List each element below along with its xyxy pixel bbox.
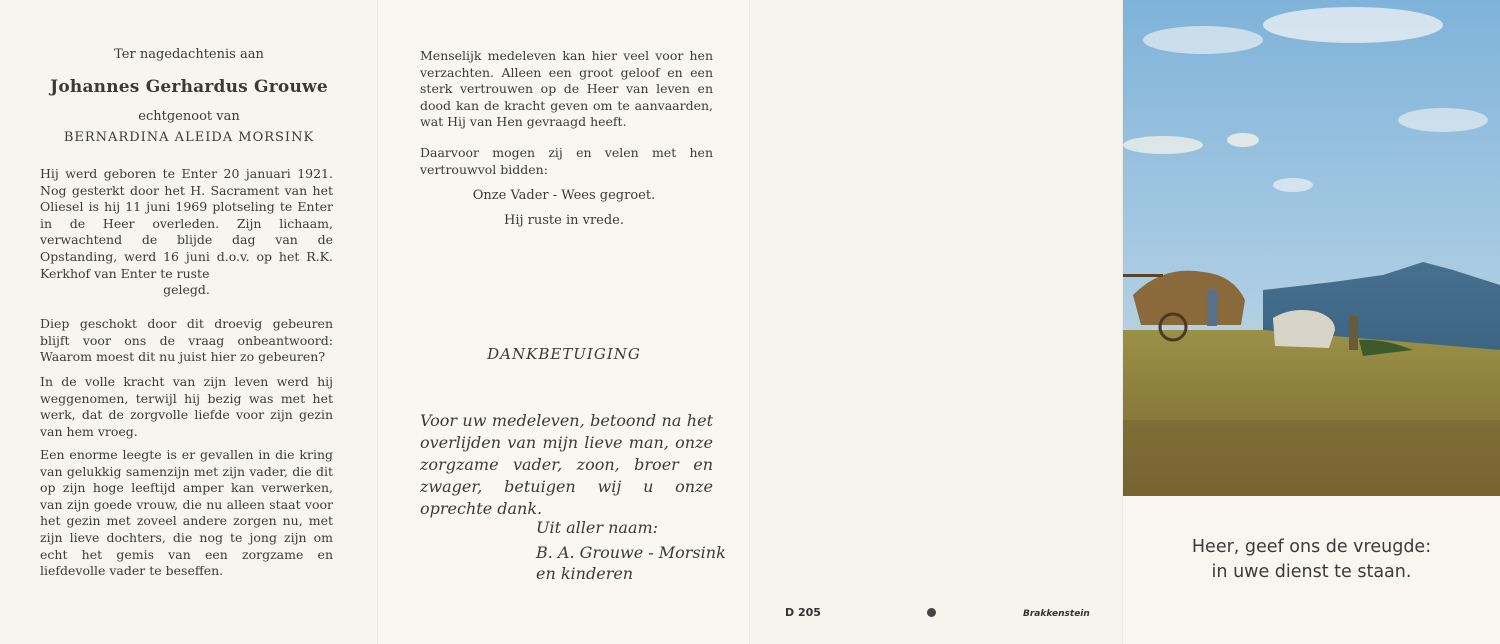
verse-line-1: Heer, geef ons de vreugde: <box>1191 537 1432 557</box>
card-panel-back <box>750 0 1123 644</box>
biography-end: gelegd. <box>163 282 210 298</box>
card-panel-center <box>378 0 750 644</box>
harvest-photo <box>1123 0 1500 496</box>
cloud <box>1143 26 1263 54</box>
signature-line-1: Uit aller naam: <box>536 518 659 537</box>
paragraph-life: In de volle kracht van zijn leven werd hij weggenomen, terwijl hij bezig was met het werk, dat de zorgvolle liefde voor zijn gezin van hem vroeg. <box>40 374 333 439</box>
cloud <box>1227 133 1259 147</box>
memorial-heading: Ter nagedachtenis aan <box>114 47 264 62</box>
ox <box>1273 310 1335 348</box>
biography-body: Hij werd geboren te Enter 20 januari 1921. Nog gesterkt door het H. Sacrament van het Oliesel is hij 11 juni 1969 plotseling te Enter in de Heer overleden. Zijn lichaam, verwachtend de blijde dag van de Opstanding, werd 16 juni d.o.v. op het R.K. Kerkhof van Enter te ruste <box>40 166 333 281</box>
biography-text <box>40 166 333 299</box>
cloud <box>1123 136 1203 154</box>
farmer-figure <box>1207 290 1217 326</box>
publisher-name: Brakkenstein <box>1023 609 1090 619</box>
rest-in-peace: Hij ruste in vrede. <box>503 213 625 228</box>
farmer-figure <box>1349 316 1358 350</box>
thanks-title: DANKBETUIGING <box>487 345 641 363</box>
spouse-name: BERNARDINA ALEIDA MORSINK <box>63 130 315 145</box>
signature-line-2: B. A. Grouwe - Morsink <box>536 543 726 562</box>
card-panel-left <box>0 0 378 644</box>
cart-pole <box>1123 274 1163 277</box>
spouse-relation: echtgenoot van <box>138 109 240 124</box>
paragraph-prayer-intro: Daarvoor mogen zij en velen met hen vertrouwvol bidden: <box>420 145 713 177</box>
publisher-logo-icon <box>927 608 936 617</box>
paragraph-question: Diep geschokt door dit droevig gebeuren blijft voor ons de vraag onbeantwoord: Waarom moest dit nu juist hier zo gebeuren? <box>40 316 333 365</box>
paragraph-sympathy: Menselijk medeleven kan hier veel voor hen verzachten. Alleen een groot geloof en een sterk vertrouwen op de Heer van leven en dood kan de kracht geven om te aanvaarden, wat Hij van Hen gevraagd heeft. <box>420 48 713 130</box>
paragraph-family: Een enorme leegte is er gevallen in die kring van gelukkig samenzijn met zijn vader, die dit op zijn hoge leeftijd amper kan verwerken, van zijn goede vrouw, die nu alleen staat voor het gezin met zoveel andere zorgen nu, met zijn lieve dochters, die nog te jong zijn om echt het gemis van een zorgzame en liefdevolle vader te beseffen. <box>40 447 333 579</box>
cloud <box>1263 7 1443 43</box>
signature-line-3: en kinderen <box>536 564 634 583</box>
thanks-text: Voor uw medeleven, betoond na het overlijden van mijn lieve man, onze zorgzame vader, zoon, broer en zwager, betuigen wij u onze oprechte dank. <box>420 411 713 518</box>
verse-line-2: in uwe dienst te staan. <box>1211 562 1412 582</box>
print-code: D 205 <box>785 606 821 619</box>
deceased-name: Johannes Gerhardus Grouwe <box>50 77 328 97</box>
field-shadow <box>1123 420 1500 496</box>
cloud <box>1398 108 1488 132</box>
cloud <box>1273 178 1313 192</box>
prayer-line: Onze Vader - Wees gegroet. <box>472 188 656 203</box>
